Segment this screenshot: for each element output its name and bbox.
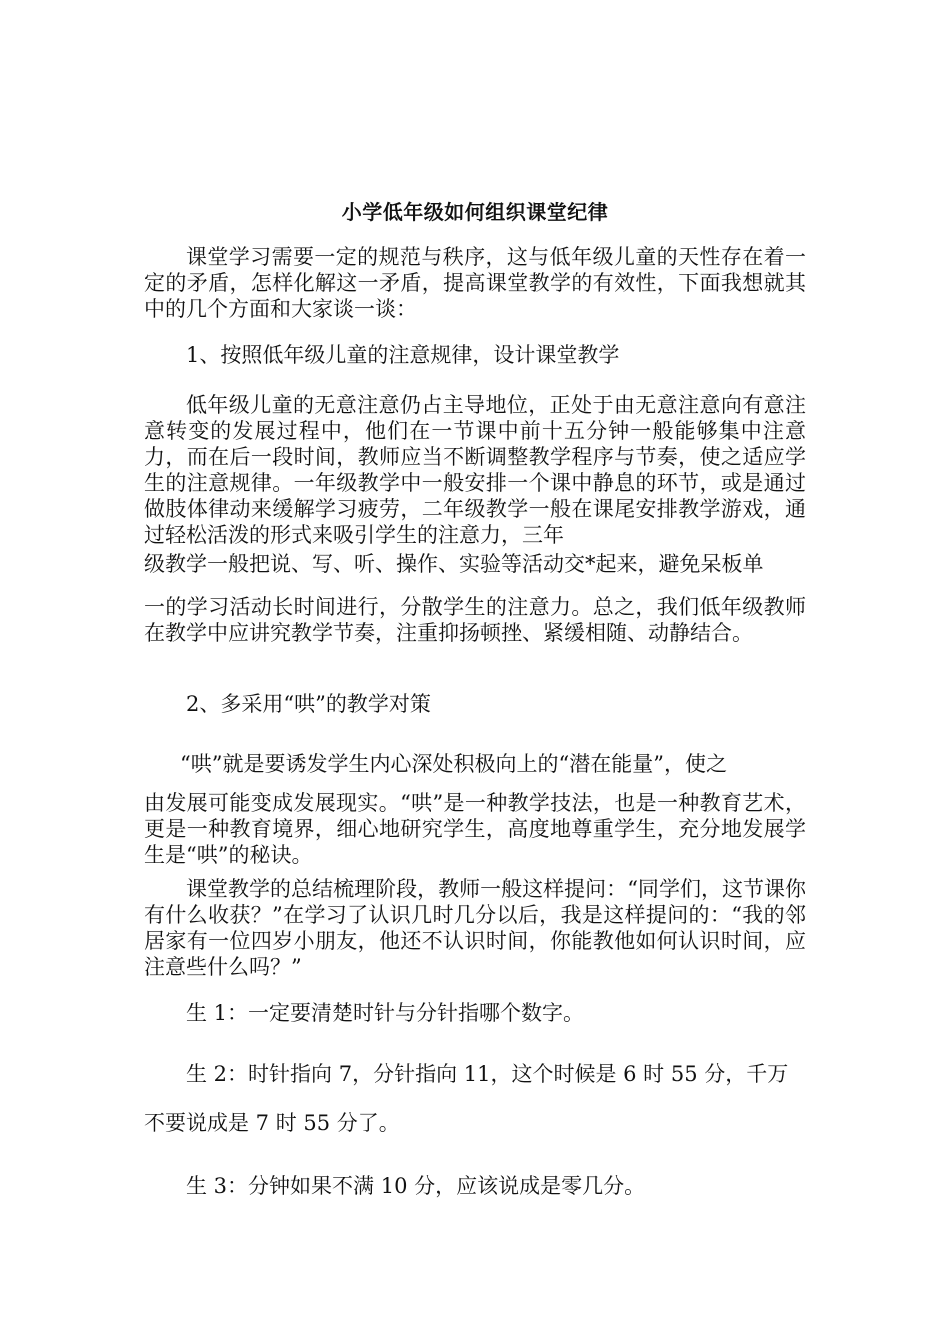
section-1-paragraph-c: 一的学习活动长时间进行，分散学生的注意力。总之，我们低年级教师在教学中应讲究教学节奏，注重抑扬顿挫、紧缓相随、动静结合。	[144, 595, 806, 645]
student-3-answer: 生 3：分钟如果不满 10 分，应该说成是零几分。	[186, 1174, 646, 1198]
intro-paragraph: 课堂学习需要一定的规范与秩序，这与低年级儿童的天性存在着一定的矛盾，怎样化解这一矛盾，提高课堂教学的有效性，下面我想就其中的几个方面和大家谈一谈：	[144, 245, 806, 321]
section-2-paragraph: 由发展可能变成发展现实。“哄”是一种教学技法，也是一种教育艺术，更是一种教育境界，细心地研究学生，高度地尊重学生，充分地发展学生是“哄”的秘诀。	[144, 791, 806, 867]
student-2-answer-line-2: 不要说成是 7 时 55 分了。	[144, 1111, 400, 1135]
student-2-answer-line-1: 生 2：时针指向 7，分针指向 11，这个时候是 6 时 55 分，千万	[186, 1062, 789, 1086]
section-1-paragraph-b: 级教学一般把说、写、听、操作、实验等活动交*起来，避免呆板单	[144, 552, 764, 576]
section-2-heading: 2、多采用“哄”的教学对策	[186, 692, 431, 716]
section-1-paragraph-a: 低年级儿童的无意注意仍占主导地位，正处于由无意注意向有意注意转变的发展过程中，他们在一节课中前十五分钟一般能够集中注意力，而在后一段时间，教师应当不断调整教学程序与节奏，使之适应学生的注意规律。一年级教学中一般安排一个课中静息的环节，或是通过做肢体律动来缓解学习疲劳，二年级教学一般在课尾安排教学游戏，通过轻松活泼的形式来吸引学生的注意力，三年	[144, 393, 806, 547]
section-1-heading: 1、按照低年级儿童的注意规律，设计课堂教学	[186, 343, 620, 367]
section-2-example-paragraph: 课堂教学的总结梳理阶段，教师一般这样提问：“同学们，这节课你有什么收获？”在学习了认识几时几分以后，我是这样提问的：“我的邻居家有一位四岁小朋友，他还不认识时间，你能教他如何认识时间，应注意些什么吗？”	[144, 877, 806, 979]
document-title: 小学低年级如何组织课堂纪律	[341, 200, 609, 224]
section-2-first-line: “哄”就是要诱发学生内心深处积极向上的“潜在能量”，使之	[180, 752, 727, 776]
student-1-answer: 生 1：一定要清楚时针与分针指哪个数字。	[186, 1001, 585, 1025]
